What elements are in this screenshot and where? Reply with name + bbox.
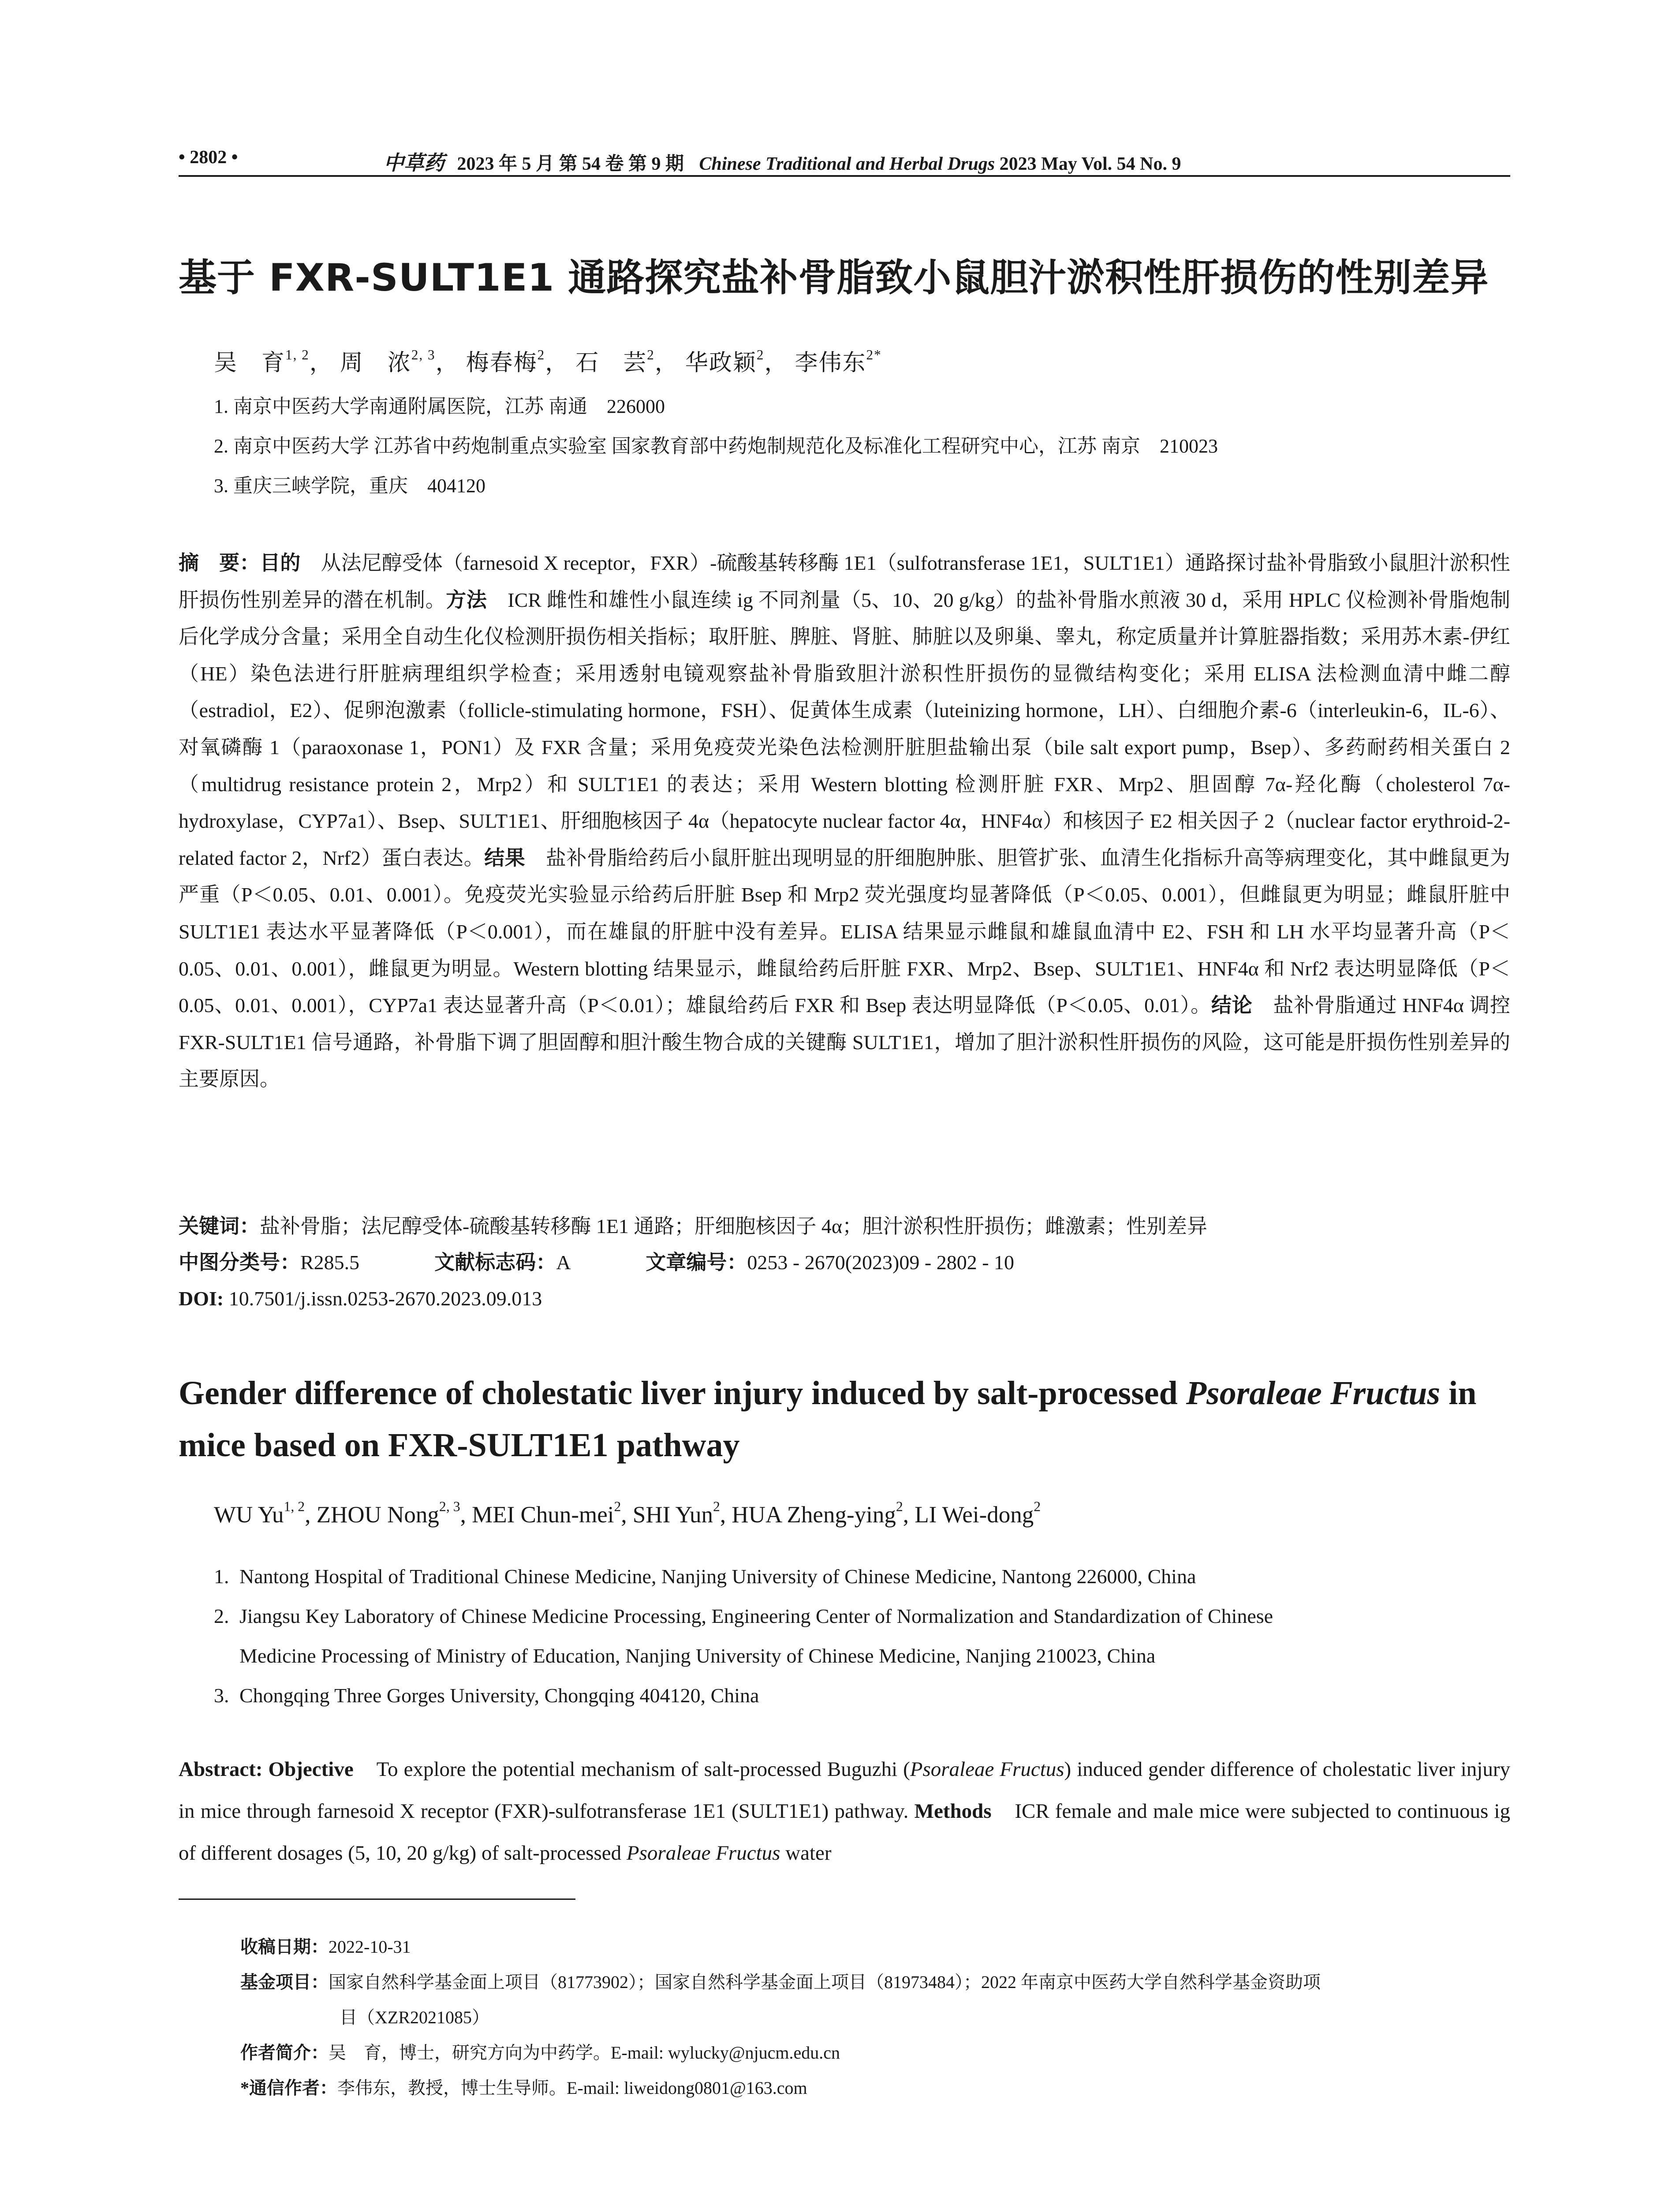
clc-number: R285.5: [300, 1251, 360, 1274]
affiliation-en: 3. Chongqing Three Gorges University, Chongqing 404120, China: [214, 1684, 759, 1707]
journal-name-en: Chinese Traditional and Herbal Drugs: [699, 154, 995, 174]
author-cn: 石 芸: [575, 351, 647, 376]
author-bio: 作者简介：吴 育，博士，研究方向为中药学。E-mail: wylucky@njucm.edu.cn: [240, 2043, 840, 2063]
affiliation-cn: 1. 南京中医药大学南通附属医院，江苏 南通 226000: [214, 396, 665, 417]
issue-en: 2023 May Vol. 54 No. 9: [999, 154, 1181, 174]
results-text: 盐补骨脂给药后小鼠肝脏出现明显的肝细胞肿胀、胆管扩张、血清生化指标升高等病理变化，其中雌鼠更为严重（P＜0.05、0.01、0.001）。免疫荧光实验显示给药后肝脏 Bsep 和 Mrp2 荧光强度均显著降低（P＜0.05、0.001），但雌鼠更为明显；雌鼠肝脏中 SULT1E1 表达水平显著降低（P＜0.001），而在雄鼠的肝脏中没有差异。ELISA 结果显示雌鼠和雄鼠血清中 E2、FSH 和 LH 水平均显著升高（P＜0.05、0.01、0.001），雌鼠更为明显。Western blotting 结果显示，雌鼠给药后肝脏 FXR、Mrp2、Bsep、SULT1E1、HNF4α 和 Nrf2 表达明显降低（P＜0.05、0.01、0.001），CYP7a1 表达显著升高（P＜0.01）；雄鼠给药后 FXR 和 Bsep 表达明显降低（P＜0.05、0.01）。: [179, 846, 1510, 1017]
abstract-label: 摘 要：: [179, 552, 260, 574]
page-header: [179, 143, 1510, 176]
author-cn: 梅春梅: [466, 351, 538, 376]
affiliation-en: 1. Nantong Hospital of Traditional Chinese Medicine, Nanjing University of Chinese Medicine, Nantong 226000, China: [214, 1565, 1196, 1588]
fund-info-cont: 目（XZR2021085）: [340, 2007, 489, 2027]
author-cn: 华政颖: [685, 351, 757, 376]
header-divider: [179, 175, 1510, 177]
abstract-objective-label: Abstract: Objective: [179, 1758, 354, 1781]
footnote-divider: [179, 1899, 575, 1900]
author-en: WU Yu: [214, 1502, 284, 1528]
issue-cn: 2023 年 5 月 第 54 卷 第 9 期: [457, 154, 684, 174]
conclusion-text: 盐补骨脂通过 HNF4α 调控 FXR-SULT1E1 信号通路，补骨脂下调了胆固醇和胆汁酸生物合成的关键酶 SULT1E1，增加了胆汁淤积性肝损伤的风险，这可能是肝损伤性别差异的主要原因。: [179, 994, 1511, 1091]
keywords-text: 盐补骨脂；法尼醇受体-硫酸基转移酶 1E1 通路；肝细胞核因子 4α；胆汁淤积性肝损伤；雌激素；性别差异: [260, 1215, 1208, 1237]
author-en: ZHOU Nong: [316, 1502, 439, 1528]
author-en: SHI Yun: [632, 1502, 713, 1528]
corresponding-author: *通信作者：李伟东，教授，博士生导师。E-mail: liweidong0801@163.com: [240, 2078, 807, 2098]
author-cn: 李伟东: [795, 351, 866, 376]
journal-name-cn: 中草药: [384, 151, 444, 175]
authors-en: WU Yu$^{1, 2}$, ZHOU Nong$^{2, 3}$, MEI Chun-mei$^2$, SHI Yun$^2$, HUA Zheng-ying$^2$, LI Wei-dong$^2$: [214, 1499, 1041, 1528]
page-number: • 2802 •: [179, 147, 238, 168]
author-en: LI Wei-dong: [915, 1502, 1034, 1528]
author-cn: 周 浓: [340, 351, 411, 376]
methods-label: 方法: [446, 588, 487, 611]
authors-cn: 吴 育$^{1, 2}$， 周 浓$^{2, 3}$， 梅春梅$^2$， 石 芸$^2$， 华政颖$^2$， 李伟东$^{2*}$: [214, 347, 882, 376]
article-title-en: Gender difference of cholestatic liver injury induced by salt-processed Psoraleae Fructus in mice based on FXR-SULT1E1 pathway: [179, 1375, 1477, 1464]
article-metadata: [179, 1208, 1510, 1317]
author-en: MEI Chun-mei: [472, 1502, 614, 1528]
methods-text: ICR 雌性和雄性小鼠连续 ig 不同剂量（5、10、20 g/kg）的盐补骨脂水煎液 30 d，采用 HPLC 仪检测补骨脂炮制后化学成分含量；采用全自动生化仪检测肝损伤相关指标；取肝脏、脾脏、肾脏、肺脏以及卵巢、睾丸，称定质量并计算脏器指数；采用苏木素-伊红（HE）染色法进行肝脏病理组织学检查；采用透射电镜观察盐补骨脂致胆汁淤积性肝损伤的显微结构变化；采用 ELISA 法检测血清中雌二醇（estradiol，E2）、促卵泡激素（follicle-stimulating hormone，FSH）、促黄体生成素（luteinizing hormone，LH）、白细胞介素-6（interleukin-6，IL-6）、对氧磷酶 1（paraoxonase 1，PON1）及 FXR 含量；采用免疫荧光染色法检测肝脏胆盐输出泵（bile salt export pump，Bsep）、多药耐药相关蛋白 2（multidrug resistance protein 2，Mrp2）和 SULT1E1 的表达；采用 Western blotting 检测肝脏 FXR、Mrp2、胆固醇 7α-羟化酶（cholesterol 7α-hydroxylase，CYP7a1）、Bsep、SULT1E1、肝细胞核因子 4α（hepatocyte nuclear factor 4α，HNF4α）和核因子 E2 相关因子 2（nuclear factor erythroid-2-related factor 2，Nrf2）蛋白表达。: [179, 588, 1511, 869]
doi-value[interactable]: 10.7501/j.issn.0253-2670.2023.09.013: [228, 1287, 542, 1310]
footnotes: [240, 1929, 1515, 2106]
article-title-cn: 基于 FXR-SULT1E1 通路探究盐补骨脂致小鼠胆汁淤积性肝损伤的性别差异: [179, 256, 1489, 300]
affiliation-cn: 3. 重庆三峡学院，重庆 404120: [214, 475, 485, 497]
article-number: 0253 - 2670(2023)09 - 2802 - 10: [747, 1251, 1015, 1274]
results-label: 结果: [484, 846, 526, 869]
keywords-label: 关键词：: [179, 1215, 260, 1237]
doi-line: DOI: 10.7501/j.issn.0253-2670.2023.09.013: [179, 1287, 542, 1310]
classification-line: 中图分类号：R285.5 文献标志码：A 文章编号：0253 - 2670(2023)09 - 2802 - 10: [179, 1251, 1015, 1274]
abstract-en: Abstract: Objective To explore the potential mechanism of salt-processed Buguzhi (Psoraleae Fructus) induced gender difference of cholestatic liver injury in mice through farnesoid X receptor (FXR)-sulfotransferase 1E1 (SULT1E1) pathway. Methods ICR female and male mice were subjected to continuous ig of different dosages (5, 10, 20 g/kg) of salt-processed Psoraleae Fructus water: [179, 1758, 1510, 1865]
journal-header: [384, 147, 1181, 176]
document-code: A: [556, 1251, 571, 1274]
abstract-methods-label: Methods: [914, 1800, 992, 1823]
author-cn: 吴 育: [214, 351, 286, 376]
conclusion-label: 结论: [1211, 994, 1253, 1017]
author-en: HUA Zheng-ying: [732, 1502, 896, 1528]
keywords-line: [179, 1208, 1510, 1245]
abstract-cn: [179, 545, 1510, 1098]
affiliation-en: 2. Jiangsu Key Laboratory of Chinese Medicine Processing, Engineering Center of Normalization and Standardization of Chinese Medicine Processing of Ministry of Education, Nanjing University of Chinese Medicine, Nanjing 210023, China: [214, 1605, 1273, 1667]
received-date: 收稿日期：2022-10-31: [240, 1937, 411, 1957]
objective-text: 从法尼醇受体（farnesoid X receptor，FXR）-硫酸基转移酶 1E1（sulfotransferase 1E1，SULT1E1）通路探讨盐补骨脂致小鼠胆汁淤积性肝损伤性别差异的潜在机制。: [179, 552, 1511, 611]
objective-label: 目的: [260, 552, 301, 574]
fund-info: 基金项目：国家自然科学基金面上项目（81773902）；国家自然科学基金面上项目（81973484）；2022 年南京中医药大学自然科学基金资助项: [240, 1972, 1321, 1992]
affiliation-cn: 2. 南京中医药大学 江苏省中药炮制重点实验室 国家教育部中药炮制规范化及标准化工程研究中心，江苏 南京 210023: [214, 435, 1218, 457]
